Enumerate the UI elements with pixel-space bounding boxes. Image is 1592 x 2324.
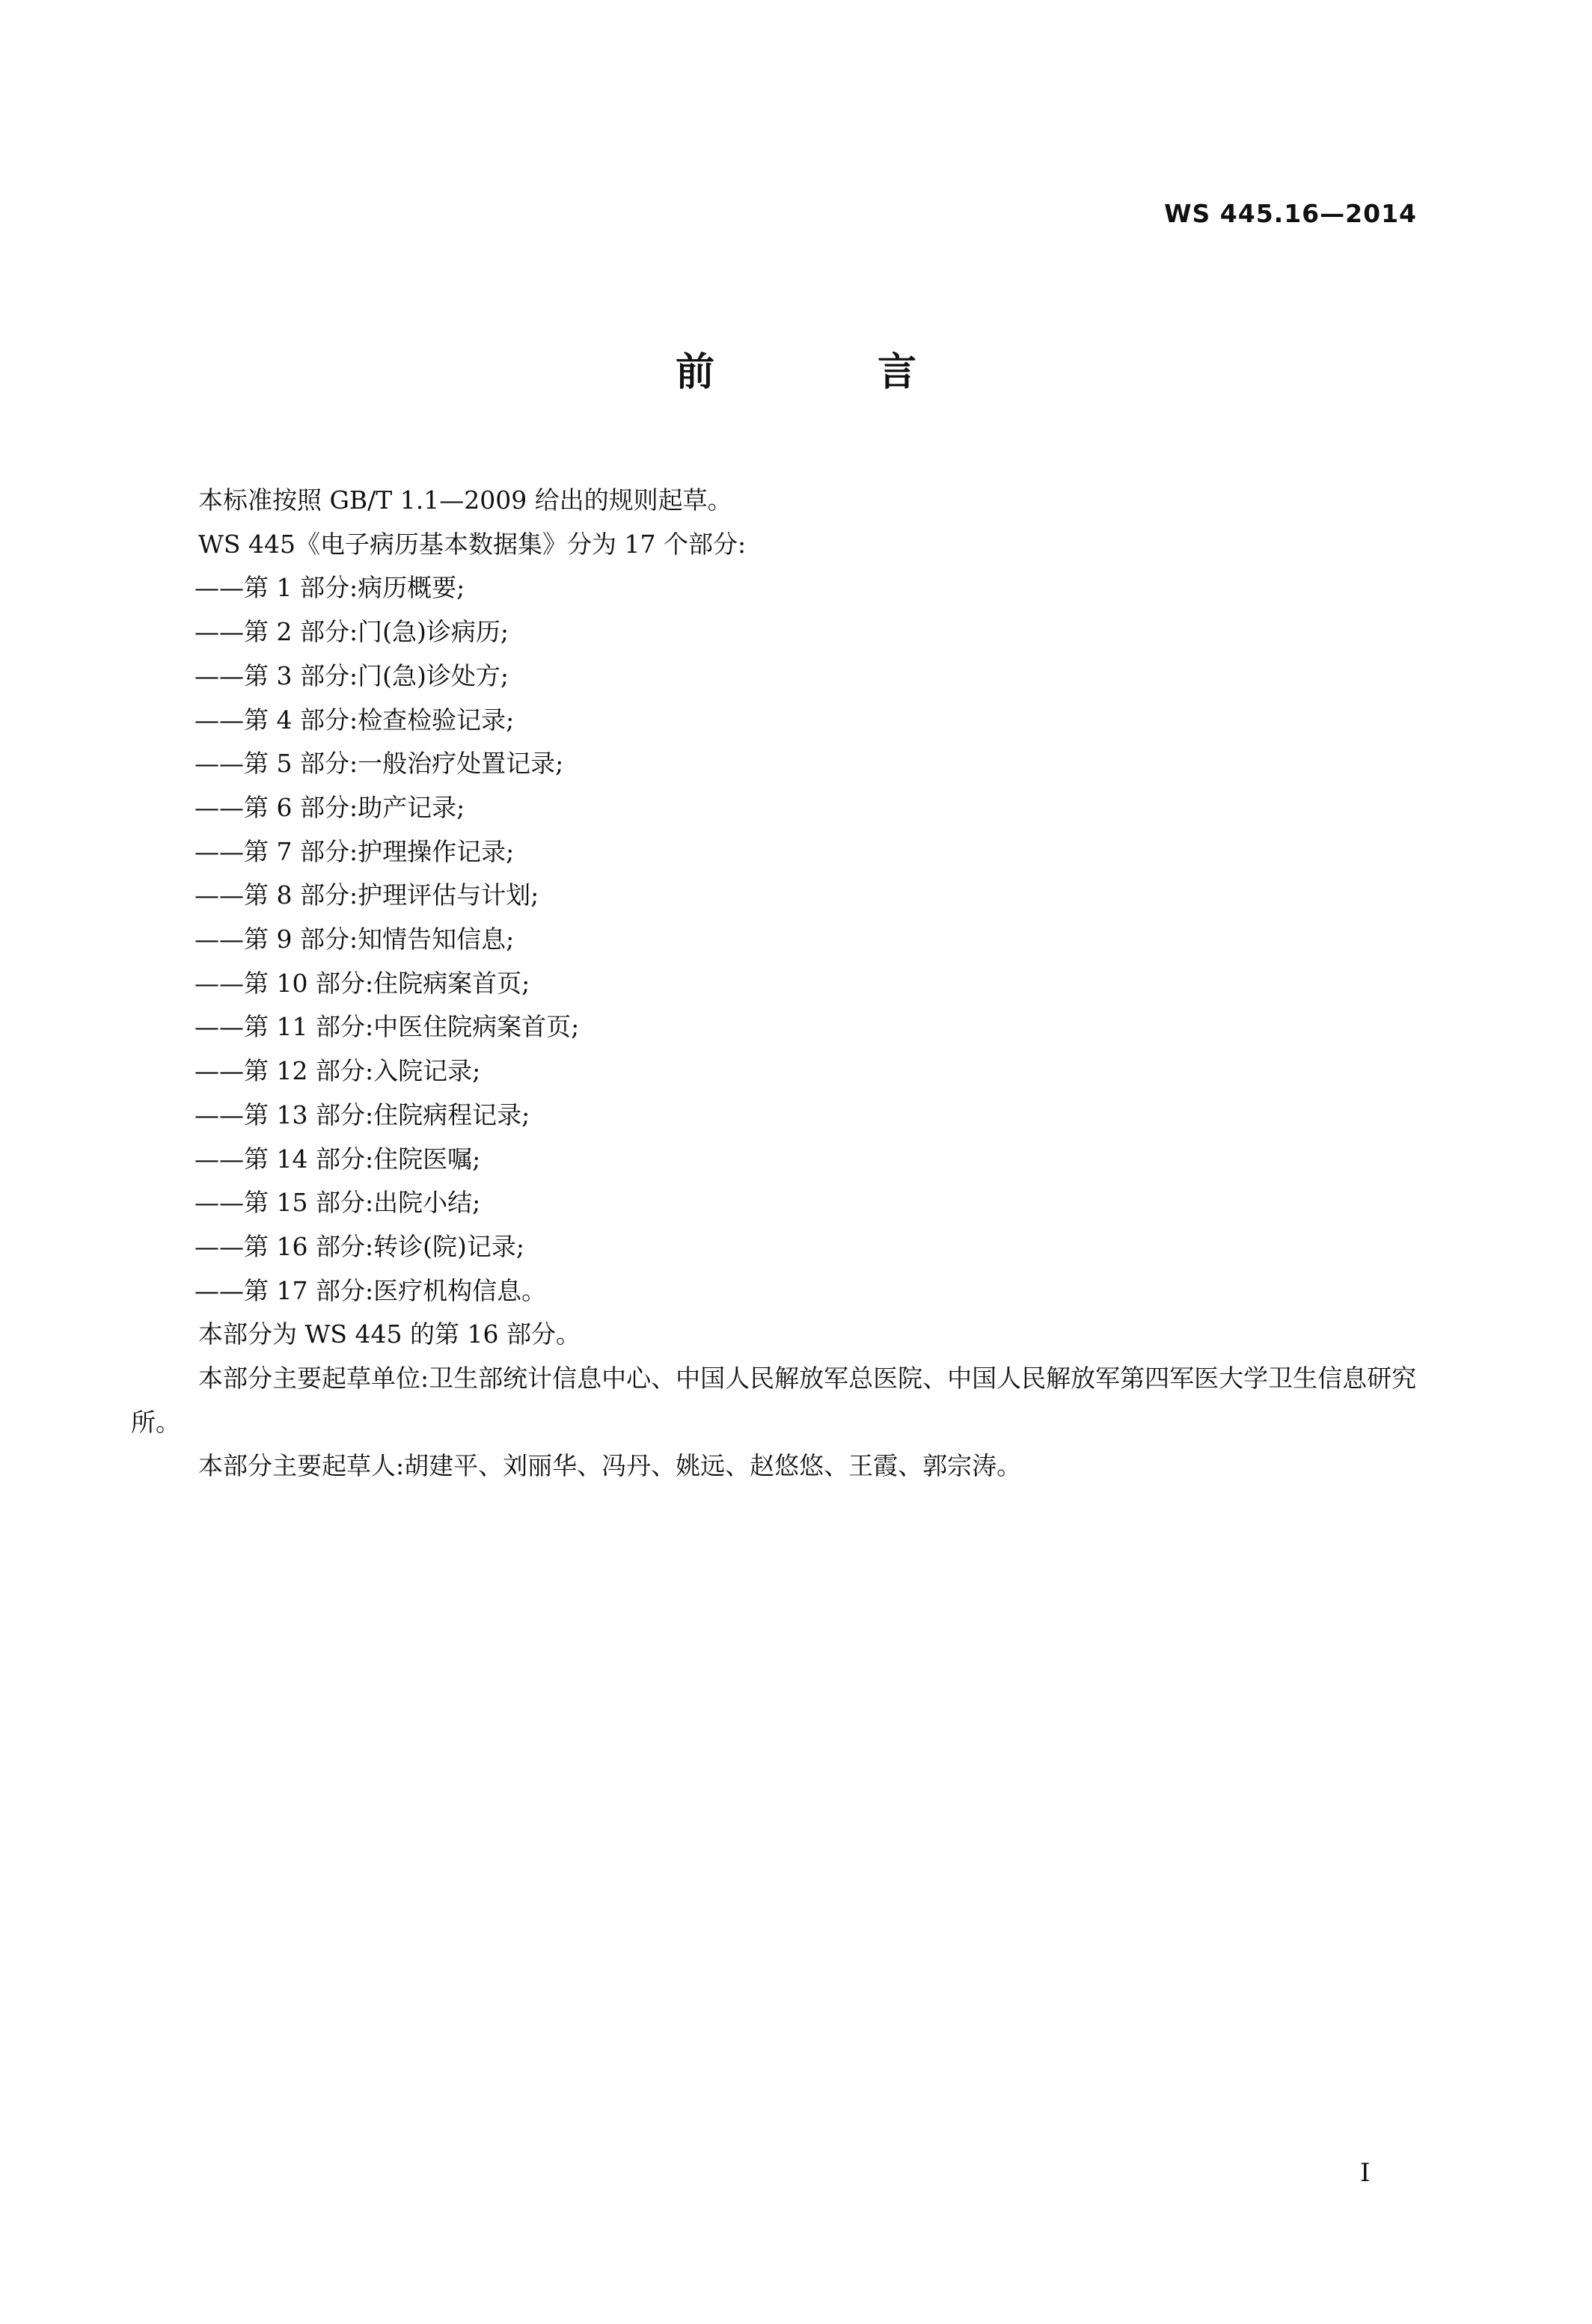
part-list-item: ——第 15 部分:出院小结; [195, 1188, 481, 1218]
part-list-item: ——第 6 部分:助产记录; [195, 792, 465, 822]
parts-intro-paragraph: WS 445《电子病历基本数据集》分为 17 个部分: [198, 529, 747, 559]
part-list-item: ——第 10 部分:住院病案首页; [195, 968, 530, 998]
part-list-item: ——第 2 部分:门(急)诊病历; [195, 617, 509, 647]
part-list-item: ——第 14 部分:住院医嘱; [195, 1144, 481, 1174]
document-code: WS 445.16—2014 [1164, 199, 1417, 228]
parts-list [131, 566, 1418, 1313]
drafting-units-paragraph: 本部分主要起草单位:卫生部统计信息中心、中国人民解放军总医院、中国人民解放军第四军医大学卫生信息研究所。 [131, 1364, 1417, 1437]
drafting-rule-paragraph: 本标准按照 GB/T 1.1—2009 给出的规则起草。 [198, 485, 732, 515]
part-list-item: ——第 13 部分:住院病程记录; [195, 1100, 530, 1129]
foreword-body [131, 479, 1418, 1488]
part-list-item: ——第 12 部分:入院记录; [195, 1056, 481, 1086]
part-list-item: ——第 9 部分:知情告知信息; [195, 925, 515, 954]
drafters-paragraph: 本部分主要起草人:胡建平、刘丽华、冯丹、姚远、赵悠悠、王霞、郭宗涛。 [198, 1451, 1022, 1481]
page-number: I [1360, 2158, 1371, 2188]
part-position-paragraph: 本部分为 WS 445 的第 16 部分。 [198, 1319, 581, 1349]
part-list-item: ——第 8 部分:护理评估与计划; [195, 880, 539, 910]
part-list-item: ——第 4 部分:检查检验记录; [195, 705, 515, 735]
part-list-item: ——第 3 部分:门(急)诊处方; [195, 660, 509, 690]
part-list-item: ——第 5 部分:一般治疗处置记录; [195, 749, 564, 779]
part-list-item: ——第 11 部分:中医住院病案首页; [195, 1012, 580, 1042]
page-title: 前 言 [675, 350, 992, 395]
part-list-item: ——第 16 部分:转诊(院)记录; [195, 1231, 524, 1261]
part-list-item: ——第 1 部分:病历概要; [195, 573, 465, 603]
part-list-item: ——第 17 部分:医疗机构信息。 [195, 1275, 547, 1305]
part-list-item: ——第 7 部分:护理操作记录; [195, 836, 515, 866]
